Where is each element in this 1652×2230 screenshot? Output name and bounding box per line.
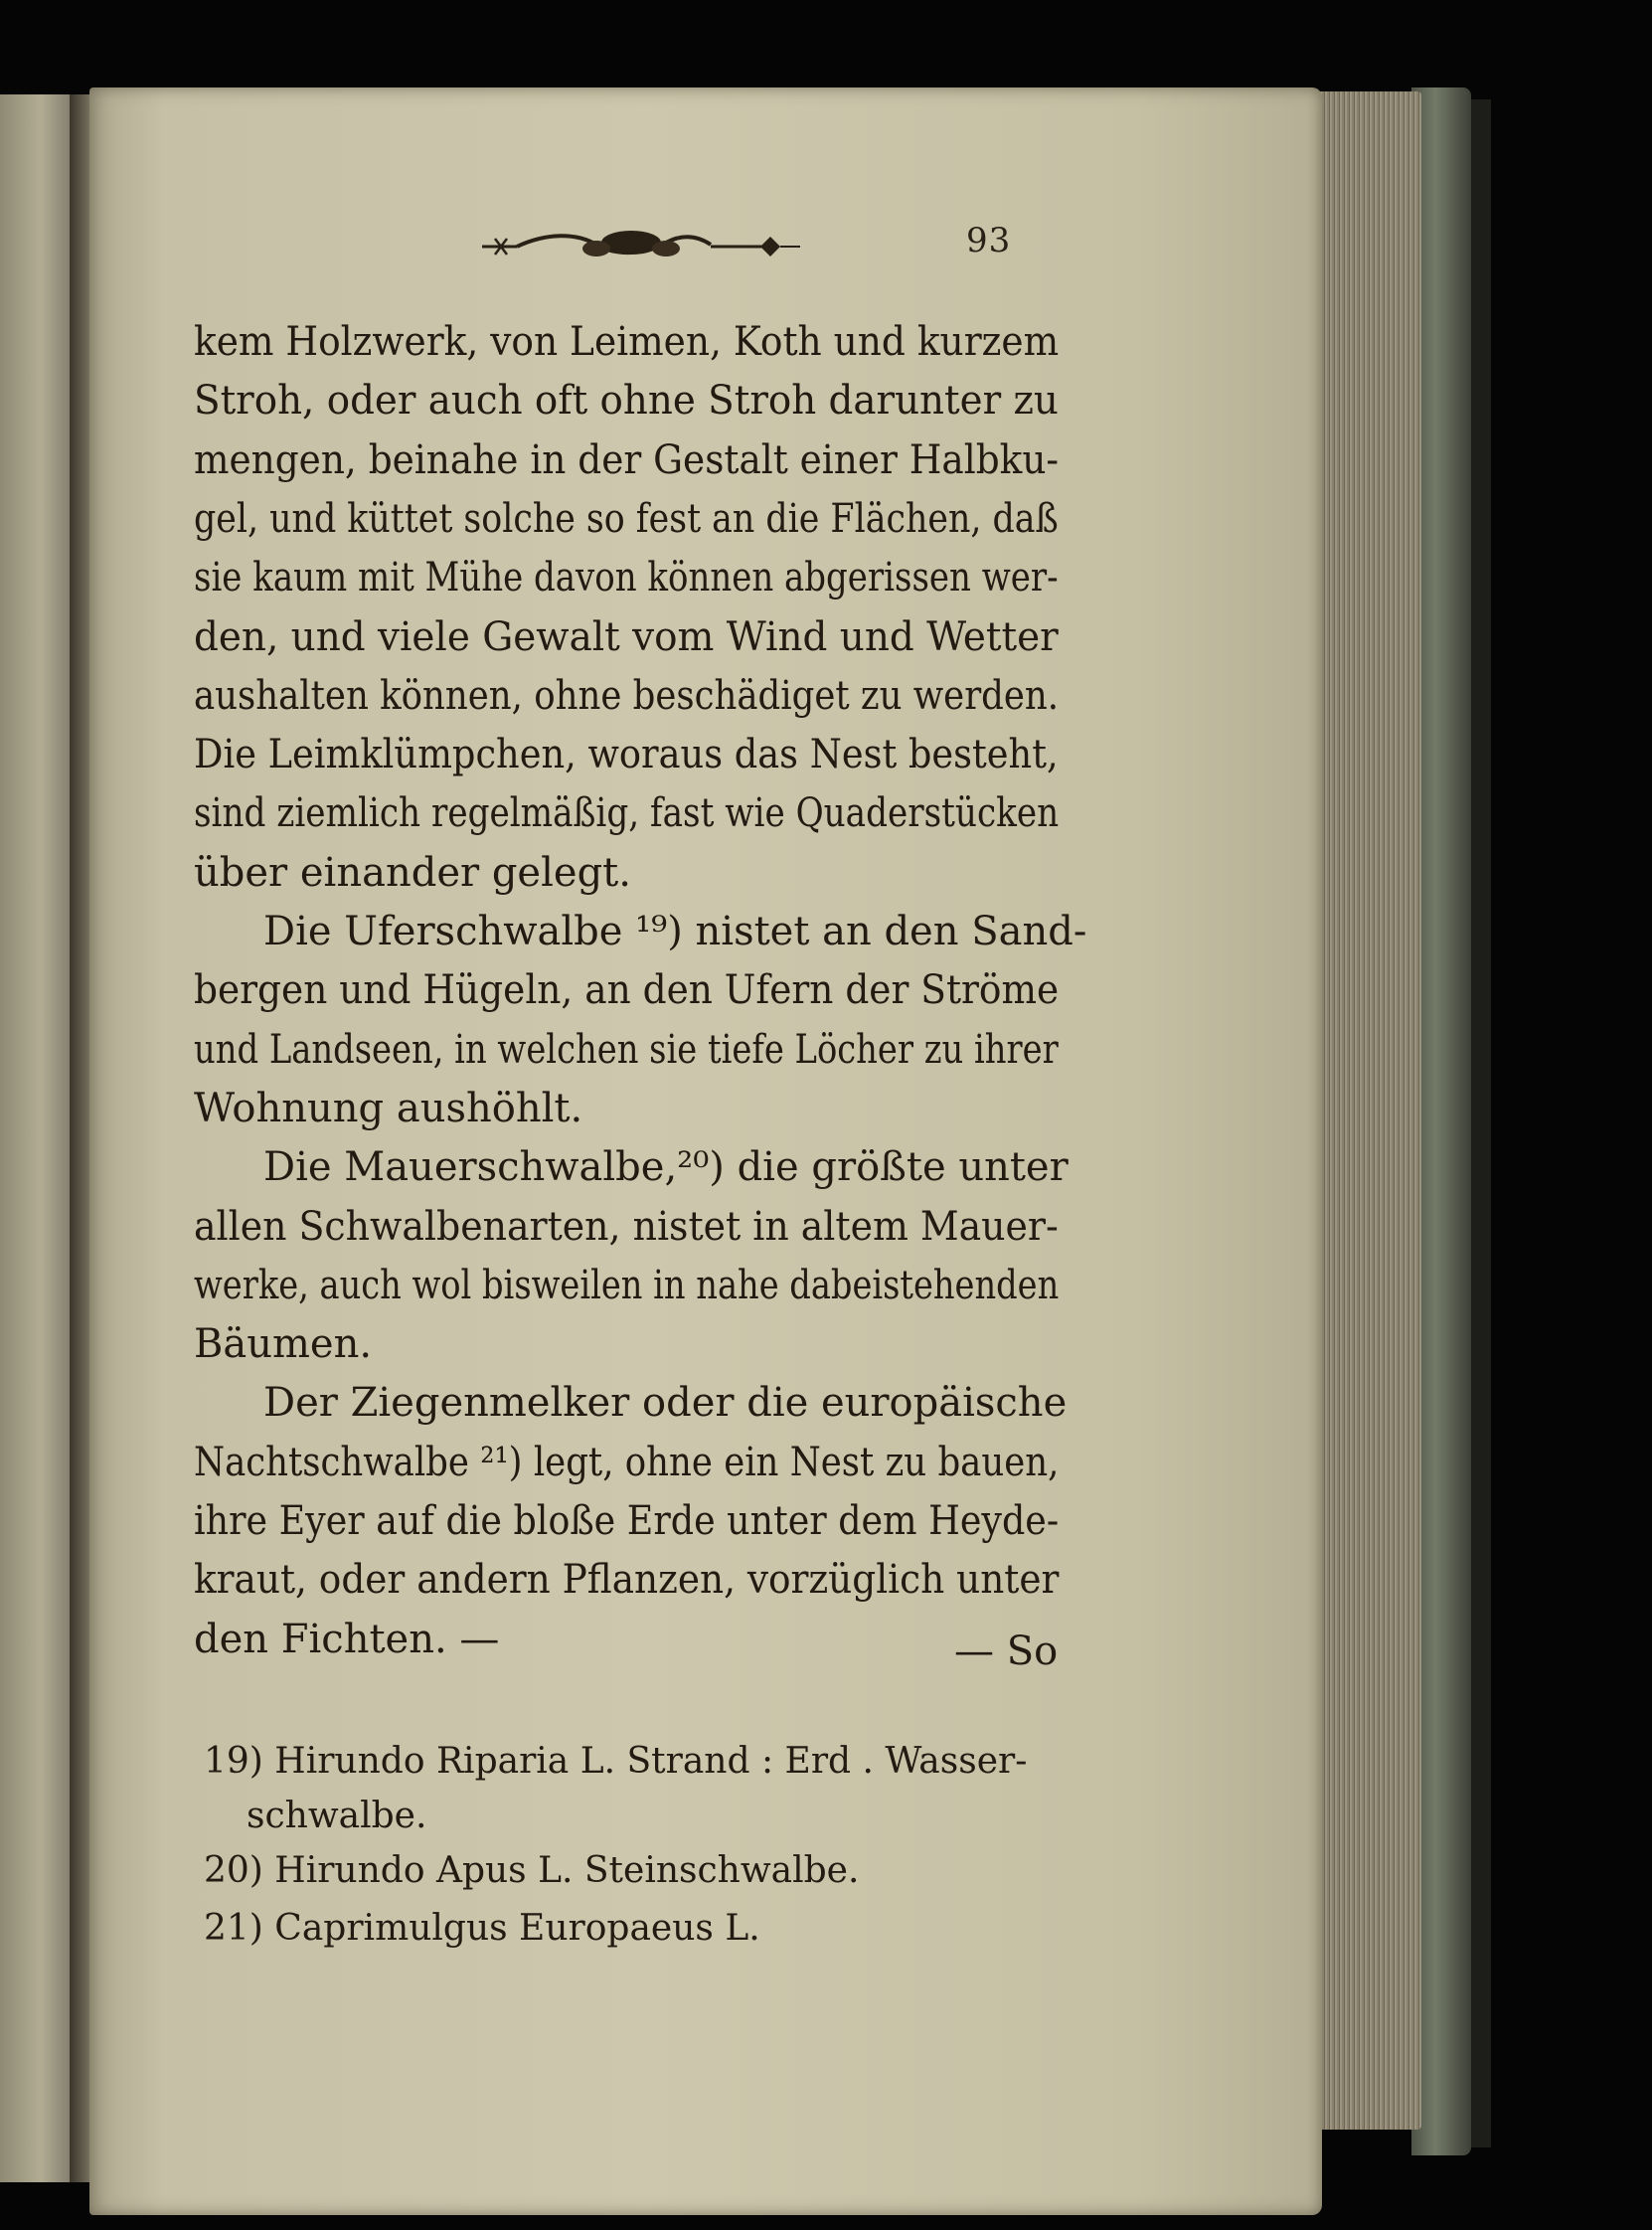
- body-line: Nachtschwalbe ²¹) legt, ohne ein Nest zu bauen,: [194, 1439, 1060, 1485]
- body-line: sind ziemlich regelmäßig, fast wie Quaderstücken: [194, 790, 1060, 837]
- body-line: Die Uferschwalbe ¹⁹) nistet an den Sand-: [263, 909, 1087, 954]
- body-line: gel, und küttet solche so fest an die Flächen, daß: [194, 495, 1059, 542]
- body-line: mengen, beinahe in der Gestalt einer Halbku-: [194, 436, 1060, 483]
- body-line: kem Holzwerk, von Leimen, Koth und kurzem: [194, 319, 1060, 365]
- body-line: ihre Eyer auf die bloße Erde unter dem Heyde-: [194, 1498, 1060, 1544]
- body-line: sie kaum mit Mühe davon können abgerissen wer-: [194, 555, 1059, 601]
- body-line: Stroh, oder auch oft ohne Stroh darunter zu: [194, 378, 1059, 425]
- body-line: Die Leimklümpchen, woraus das Nest besteht,: [194, 732, 1059, 778]
- body-line: den Fichten. —: [194, 1616, 500, 1662]
- body-line: allen Schwalbenarten, nistet in altem Mauer-: [194, 1203, 1059, 1250]
- body-line: über einander gelegt.: [194, 849, 631, 896]
- page-header: [467, 219, 1024, 268]
- footnote-line: schwalbe.: [247, 1796, 427, 1836]
- footnote-line: 21) Caprimulgus Europaeus L.: [204, 1908, 760, 1949]
- body-line: aushalten können, ohne beschädiget zu werden.: [194, 672, 1060, 719]
- footnote-line: 20) Hirundo Apus L. Steinschwalbe.: [204, 1850, 860, 1891]
- body-line: Wohnung aushöhlt.: [194, 1085, 583, 1131]
- body-line: werke, auch wol bisweilen in nahe dabeistehenden: [194, 1262, 1060, 1308]
- body-line: und Landseen, in welchen sie tiefe Löcher zu ihrer: [194, 1026, 1059, 1073]
- header-ornament-icon: [477, 225, 805, 264]
- footnote-line: 19) Hirundo Riparia L. Strand : Erd . Wasser-: [204, 1741, 1028, 1782]
- body-line: den, und viele Gewalt vom Wind und Wetter: [194, 613, 1059, 660]
- body-line: Die Mauerschwalbe,²⁰) die größte unter: [263, 1144, 1069, 1191]
- page-number: 93: [966, 221, 1012, 260]
- body-line: Der Ziegenmelker oder die europäische: [263, 1380, 1068, 1427]
- body-line: bergen und Hügeln, an den Ufern der Ströme: [194, 967, 1060, 1014]
- page-block-fore-edge: [1312, 91, 1421, 2130]
- body-line: kraut, oder andern Pflanzen, vorzüglich unter: [194, 1557, 1060, 1604]
- catchword: — So: [954, 1629, 1059, 1674]
- body-line: Bäumen.: [194, 1321, 373, 1368]
- left-facing-page-edge: [0, 94, 75, 2182]
